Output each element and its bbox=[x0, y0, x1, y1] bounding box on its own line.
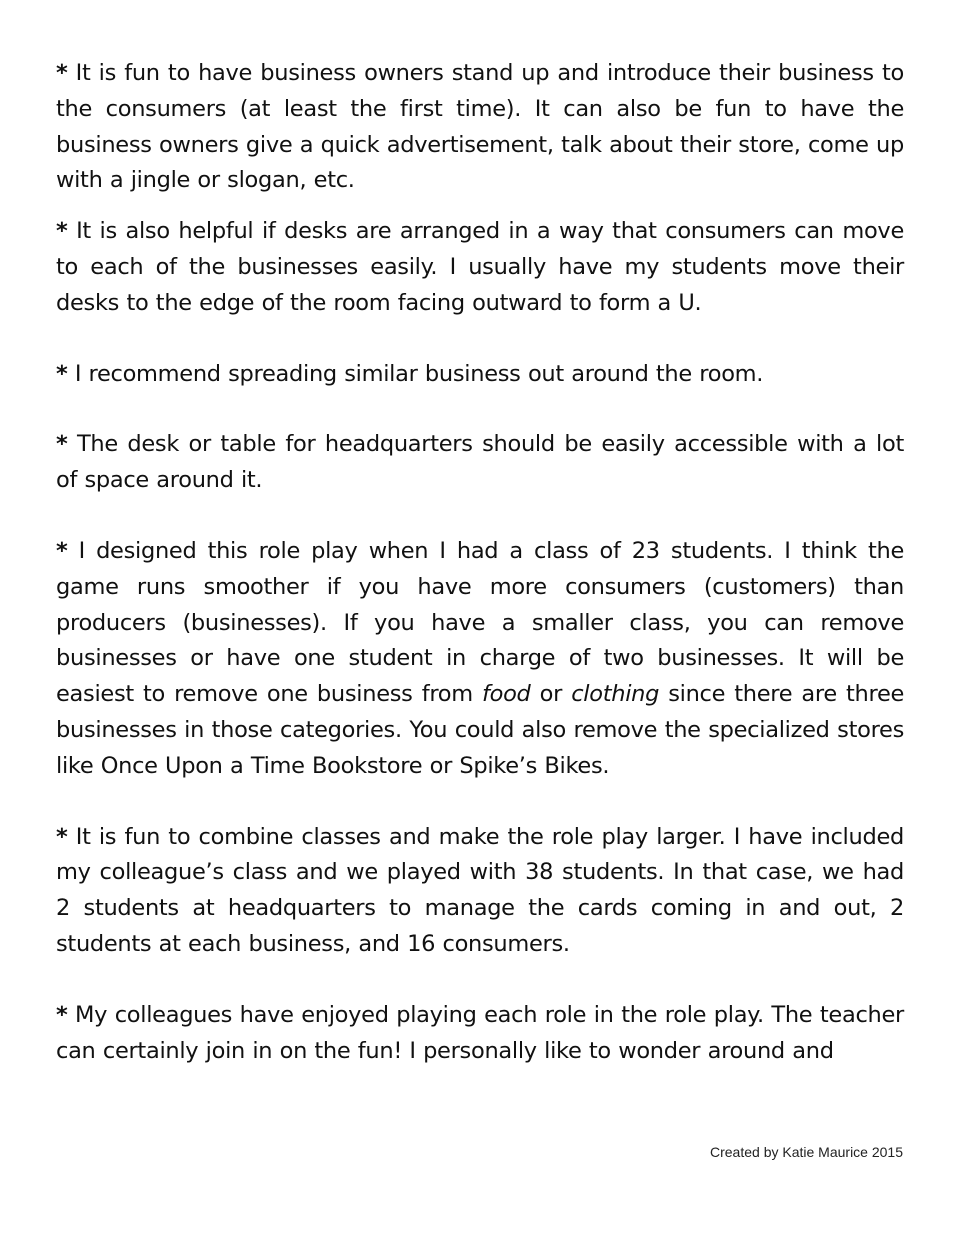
paragraph-text: It is fun to combine classes and make the role play larger. I have included my colleague’s class and we played with 38 students. In that case, we had 2 students at headquarters to manage the cards coming in and out, 2 students at each business, and 16 consumers. bbox=[56, 823, 904, 957]
paragraph-text: It is fun to have business owners stand up and introduce their business to the consumers (at least the first time). It can also be fun to have the business owners give a quick advertisement, talk about their store, come up with a jingle or slogan, etc. bbox=[56, 60, 904, 194]
bullet-asterisk: * bbox=[56, 218, 68, 245]
paragraph-text: I recommend spreading similar business out around the room. bbox=[74, 360, 764, 387]
bullet-asterisk: * bbox=[56, 431, 68, 458]
paragraph-5 bbox=[56, 534, 904, 785]
bullet-asterisk: * bbox=[56, 537, 68, 564]
italic-word-food: food bbox=[482, 681, 531, 708]
paragraph-text: It is also helpful if desks are arranged in a way that consumers can move to each of the businesses easily. I usually have my students move their desks to the edge of the room facing outward to form a U. bbox=[56, 218, 904, 316]
footer-credit: Created by Katie Maurice 2015 bbox=[710, 1144, 903, 1160]
paragraph-6 bbox=[56, 820, 904, 963]
bullet-asterisk: * bbox=[56, 1001, 68, 1028]
bullet-asterisk: * bbox=[56, 60, 68, 86]
paragraph-2 bbox=[56, 214, 904, 321]
italic-word-clothing: clothing bbox=[571, 681, 660, 708]
bullet-asterisk: * bbox=[56, 823, 68, 850]
paragraph-1 bbox=[56, 56, 904, 199]
paragraph-text: My colleagues have enjoyed playing each role in the role play. The teacher can certainly join in on the fun! I personally like to wonder around and bbox=[56, 1001, 904, 1064]
paragraph-4 bbox=[56, 427, 904, 499]
paragraph-3 bbox=[56, 357, 904, 393]
paragraph-text-middle: or bbox=[539, 681, 563, 708]
bullet-asterisk: * bbox=[56, 360, 68, 387]
document-body bbox=[56, 56, 904, 1069]
paragraph-text-before: I designed this role play when I had a class of 23 students. I think the game runs smoother if you have more consumers (customers) than producers (businesses). If you have a smaller class, you can remove businesses or have one student in charge of two businesses. It will be easiest to remove one business from bbox=[56, 537, 904, 708]
paragraph-7 bbox=[56, 998, 904, 1070]
paragraph-text: The desk or table for headquarters should be easily accessible with a lot of space around it. bbox=[56, 431, 904, 494]
paragraph-text-after: since there are three businesses in those categories. You could also remove the specialized stores like Once Upon a Time Bookstore or Spike’s Bikes. bbox=[56, 681, 905, 779]
